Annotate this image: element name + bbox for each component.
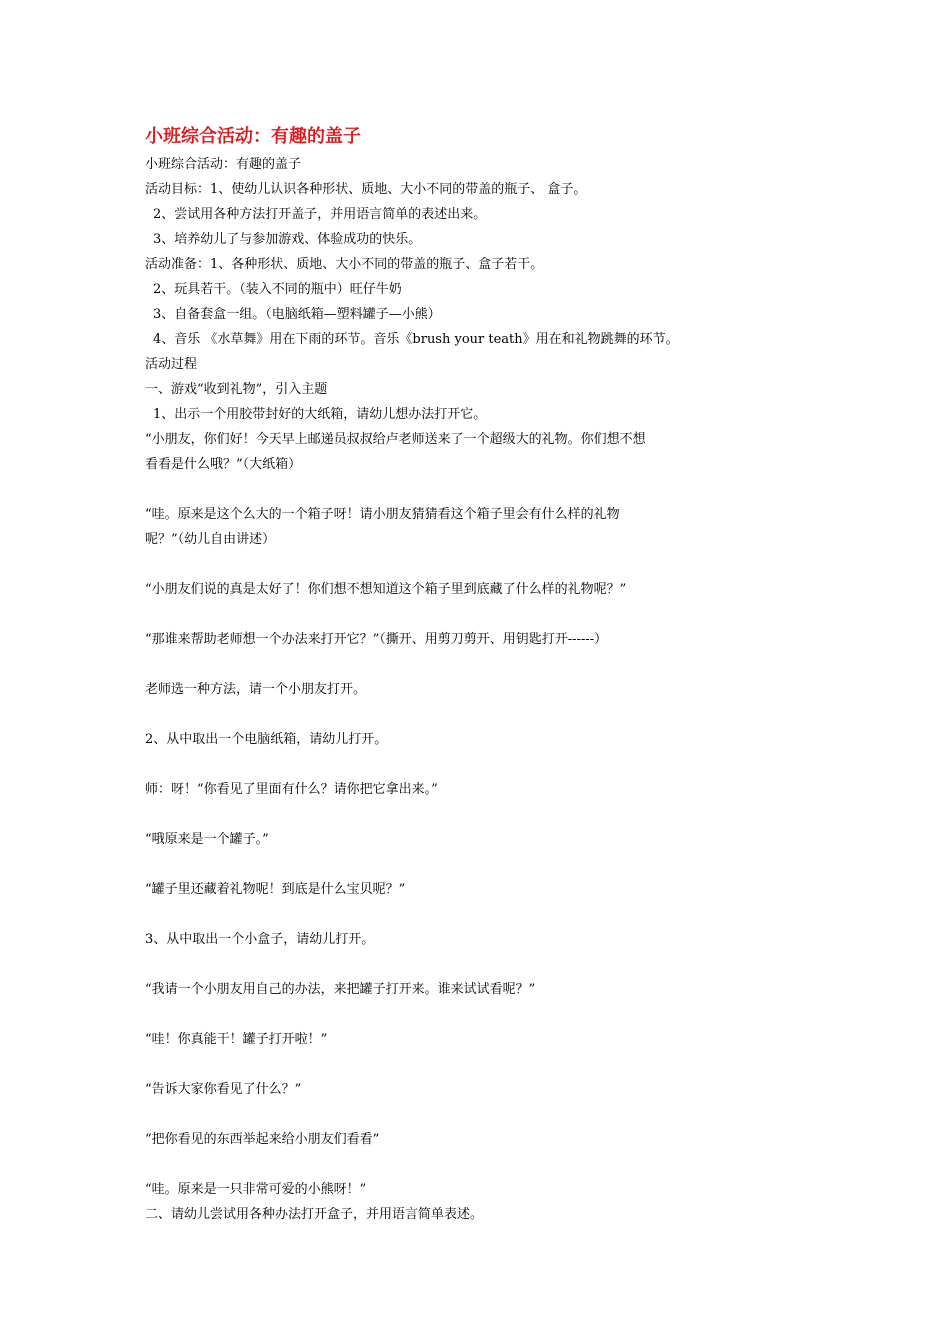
document-body (145, 152, 845, 1227)
blank-line (145, 602, 845, 627)
paragraph-line: 呢？”（幼儿自由讲述） (145, 532, 276, 547)
blank-line (145, 752, 845, 777)
paragraph-line: 二、请幼儿尝试用各种办法打开盒子，并用语言简单表述。 (145, 1207, 484, 1222)
paragraph-line: 看看是什么哦？”（大纸箱） (145, 457, 302, 472)
paragraph-line: 小班综合活动：有趣的盖子 (145, 157, 302, 172)
paragraph-line: “告诉大家你看见了什么？” (145, 1082, 302, 1097)
blank-line (145, 702, 845, 727)
paragraph-line: 一、游戏“收到礼物”，引入主题 (145, 382, 328, 397)
paragraph-line: 师：呀！“你看见了里面有什么？请你把它拿出来。” (145, 782, 438, 797)
blank-line (145, 902, 845, 927)
document-title: 小班综合活动：有趣的盖子 (145, 126, 361, 147)
blank-line (145, 1052, 845, 1077)
paragraph-line: “哇！你真能干！罐子打开啦！” (145, 1032, 328, 1047)
paragraph-line: “哦原来是一个罐子。” (145, 832, 269, 847)
paragraph-line: 老师选一种方法，请一个小朋友打开。 (145, 682, 367, 697)
paragraph-line: 活动过程 (145, 357, 198, 372)
paragraph-line: 1、出示一个用胶带封好的大纸箱，请幼儿想办法打开它。 (153, 407, 487, 422)
paragraph-line: 2、尝试用各种方法打开盖子，并用语言简单的表述出来。 (153, 207, 487, 222)
blank-line (145, 1152, 845, 1177)
blank-line (145, 1102, 845, 1127)
blank-line (145, 652, 845, 677)
paragraph-line: “小朋友，你们好！今天早上邮递员叔叔给卢老师送来了一个超级大的礼物。你们想不想 (145, 432, 646, 447)
paragraph-line: 活动准备：1、各种形状、质地、大小不同的带盖的瓶子、盒子若干。 (145, 257, 544, 272)
blank-line (145, 477, 845, 502)
document-page (145, 122, 845, 1227)
paragraph-line: 2、玩具若干。（装入不同的瓶中）旺仔牛奶 (153, 282, 402, 297)
paragraph-line: 活动目标：1、使幼儿认识各种形状、质地、大小不同的带盖的瓶子、 盒子。 (145, 182, 587, 197)
paragraph-line: “我请一个小朋友用自己的办法，来把罐子打开来。谁来试试看呢？” (145, 982, 536, 997)
paragraph-line: 2、从中取出一个电脑纸箱，请幼儿打开。 (145, 732, 388, 747)
paragraph-line: 3、从中取出一个小盒子，请幼儿打开。 (145, 932, 375, 947)
blank-line (145, 852, 845, 877)
blank-line (145, 552, 845, 577)
blank-line (145, 1002, 845, 1027)
paragraph-line: “那谁来帮助老师想一个办法来打开它？”（撕开、用剪刀剪开、用钥匙打开------） (145, 632, 608, 647)
paragraph-line: “哇。原来是一只非常可爱的小熊呀！” (145, 1182, 367, 1197)
paragraph-line: 3、自备套盒一组。（电脑纸箱—塑料罐子—小熊） (153, 307, 441, 322)
blank-line (145, 802, 845, 827)
paragraph-line: “小朋友们说的真是太好了！你们想不想知道这个箱子里到底藏了什么样的礼物呢？” (145, 582, 627, 597)
blank-line (145, 952, 845, 977)
paragraph-line: “把你看见的东西举起来给小朋友们看看” (145, 1132, 380, 1147)
paragraph-line: 3、培养幼儿了与参加游戏、体验成功的快乐。 (153, 232, 422, 247)
paragraph-line: 4、音乐 《水草舞》用在下雨的环节。音乐《brush your teath》用在和礼物跳舞的环节。 (153, 332, 679, 347)
paragraph-line: “哇。原来是这个么大的一个箱子呀！请小朋友猜猜看这个箱子里会有什么样的礼物 (145, 507, 620, 522)
paragraph-line: “罐子里还藏着礼物呢！到底是什么宝贝呢？” (145, 882, 406, 897)
